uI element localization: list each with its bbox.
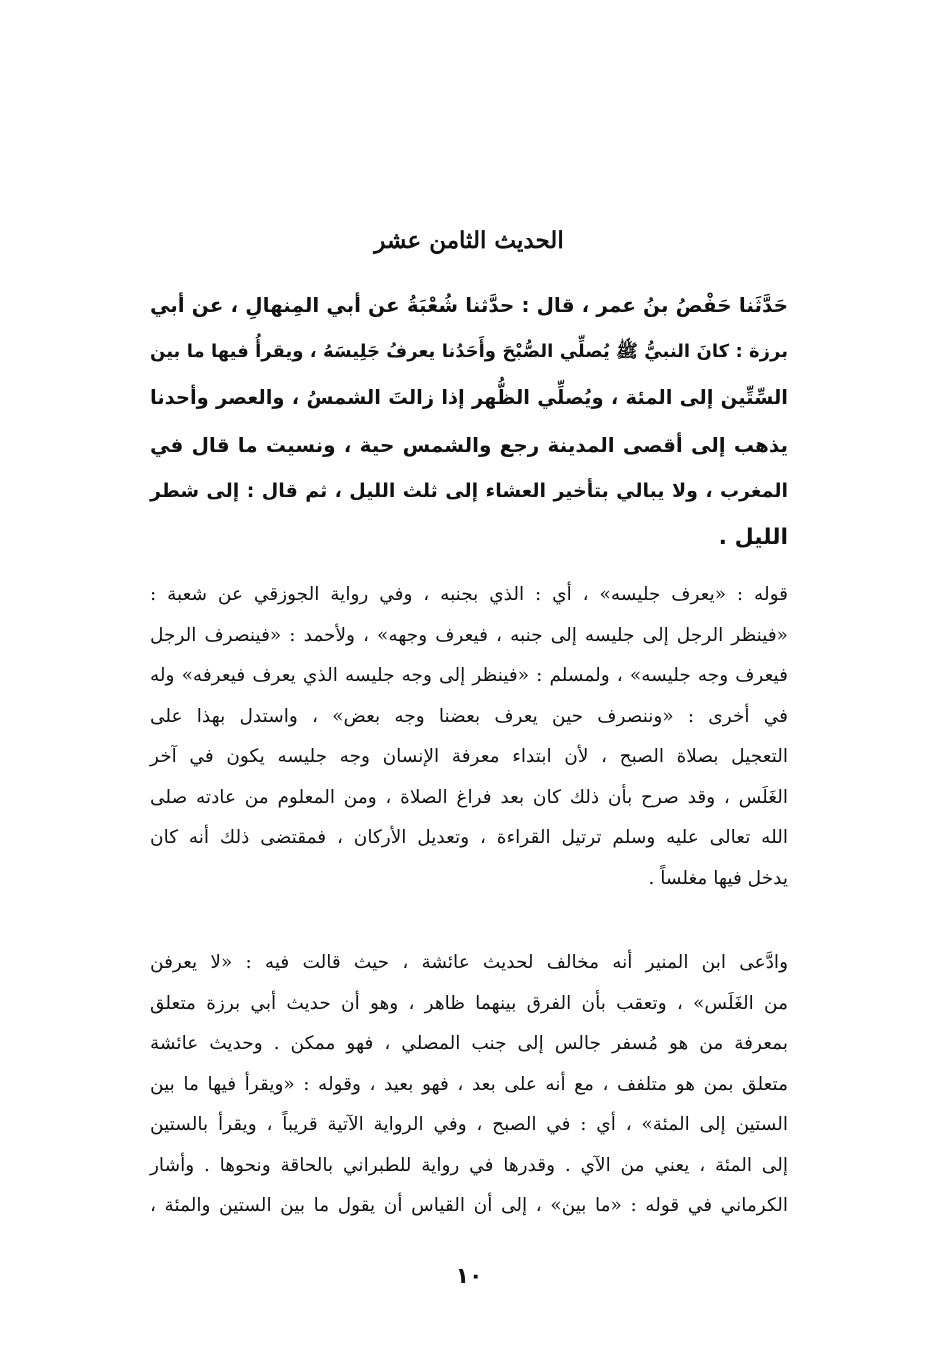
commentary-paragraph-1 bbox=[150, 575, 788, 899]
commentary-line: الله تعالى عليه وسلم ترتيل القراءة ، وتعديل الأركان ، فمقتضى ذلك أنه كان bbox=[150, 827, 788, 848]
commentary-line: فيعرف وجه جليسه» ، ولمسلم : «فينظر إلى وجه جليسه الذي يعرف فيعرفه» وله bbox=[150, 665, 788, 686]
commentary-line: الستين إلى المئة» ، أي : في الصبح ، وفي الرواية الآتية قريباً ، ويقرأ بالستين bbox=[150, 1114, 788, 1135]
page-number: ١٠ bbox=[455, 1264, 483, 1289]
commentary-line: «فينظر الرجل إلى جليسه إلى جنبه ، فيعرف وجهه» ، ولأحمد : «فينصرف الرجل bbox=[150, 624, 788, 646]
hadith-line: الليل . bbox=[718, 524, 788, 550]
commentary-line: متعلق بمن هو متلفف ، مع أنه على بعد ، فهو بعيد ، وقوله : «ويقرأ فيها ما بين bbox=[150, 1073, 788, 1095]
hadith-line: برزة : كانَ النبيُّ ﷺ يُصلِّي الصُّبْحَ وأَحَدُنا يعرفُ جَلِيسَهُ ، ويقرأُ فيها ما بين bbox=[150, 340, 788, 362]
commentary-line: قوله : «يعرف جليسه» ، أي : الذي بجنبه ، وفي رواية الجوزقي عن شعبة : bbox=[150, 584, 788, 605]
commentary-line: من الغَلَس» ، وتعقب بأن الفرق بينهما ظاهر ، وهو أن حديث أبي برزة متعلق bbox=[150, 992, 788, 1014]
hadith-line: السِّتِّين إلى المئة ، ويُصلِّي الظُّهر إذا زالتَ الشمسُ ، والعصر وأحدنا bbox=[150, 386, 788, 409]
hadith-line: حَدَّثَنا حَفْصُ بنُ عمر ، قال : حدَّثنا شُعْبَةُ عن أبي المِنهالِ ، عن أبي bbox=[150, 293, 788, 317]
commentary-line: بمعرفة من هو مُسفر جالس إلى جنب المصلي ، فهو ممكن . وحديث عائشة bbox=[150, 1033, 788, 1054]
commentary-line: الغَلَس ، وقد صرح بأن ذلك كان بعد فراغ الصلاة ، ومن المعلوم من عادته صلى bbox=[150, 786, 788, 808]
commentary-line: وادَّعى ابن المنير أنه مخالف لحديث عائشة ، حيث قالت فيه : «لا يعرفن bbox=[150, 952, 788, 973]
hadith-line: يذهب إلى أقصى المدينة رجع والشمس حية ، ونسيت ما قال في bbox=[150, 432, 788, 457]
hadith-text bbox=[150, 282, 788, 561]
commentary-line: في أخرى : «وننصرف حين يعرف بعضنا وجه بعض» ، واستدل بهذا على bbox=[150, 705, 788, 727]
hadith-line: المغرب ، ولا يبالي بتأخير العشاء إلى ثلث الليل ، ثم قال : إلى شطر bbox=[150, 480, 788, 502]
commentary-line: التعجيل بصلاة الصبح ، لأن ابتداء معرفة الإنسان وجه جليسه يكون في آخر bbox=[150, 746, 788, 767]
hadith-title: الحديث الثامن عشر bbox=[374, 227, 564, 254]
commentary-line: يدخل فيها مغلساً . bbox=[648, 867, 788, 889]
commentary-line: الكرماني في قوله : «ما بين» ، إلى أن القياس أن يقول ما بين الستين والمئة ، bbox=[150, 1195, 788, 1216]
commentary-line: إلى المئة ، يعني من الآي . وقدرها في رواية للطبراني بالحاقة ونحوها . وأشار bbox=[150, 1154, 788, 1176]
commentary-paragraph-2 bbox=[150, 943, 788, 1227]
